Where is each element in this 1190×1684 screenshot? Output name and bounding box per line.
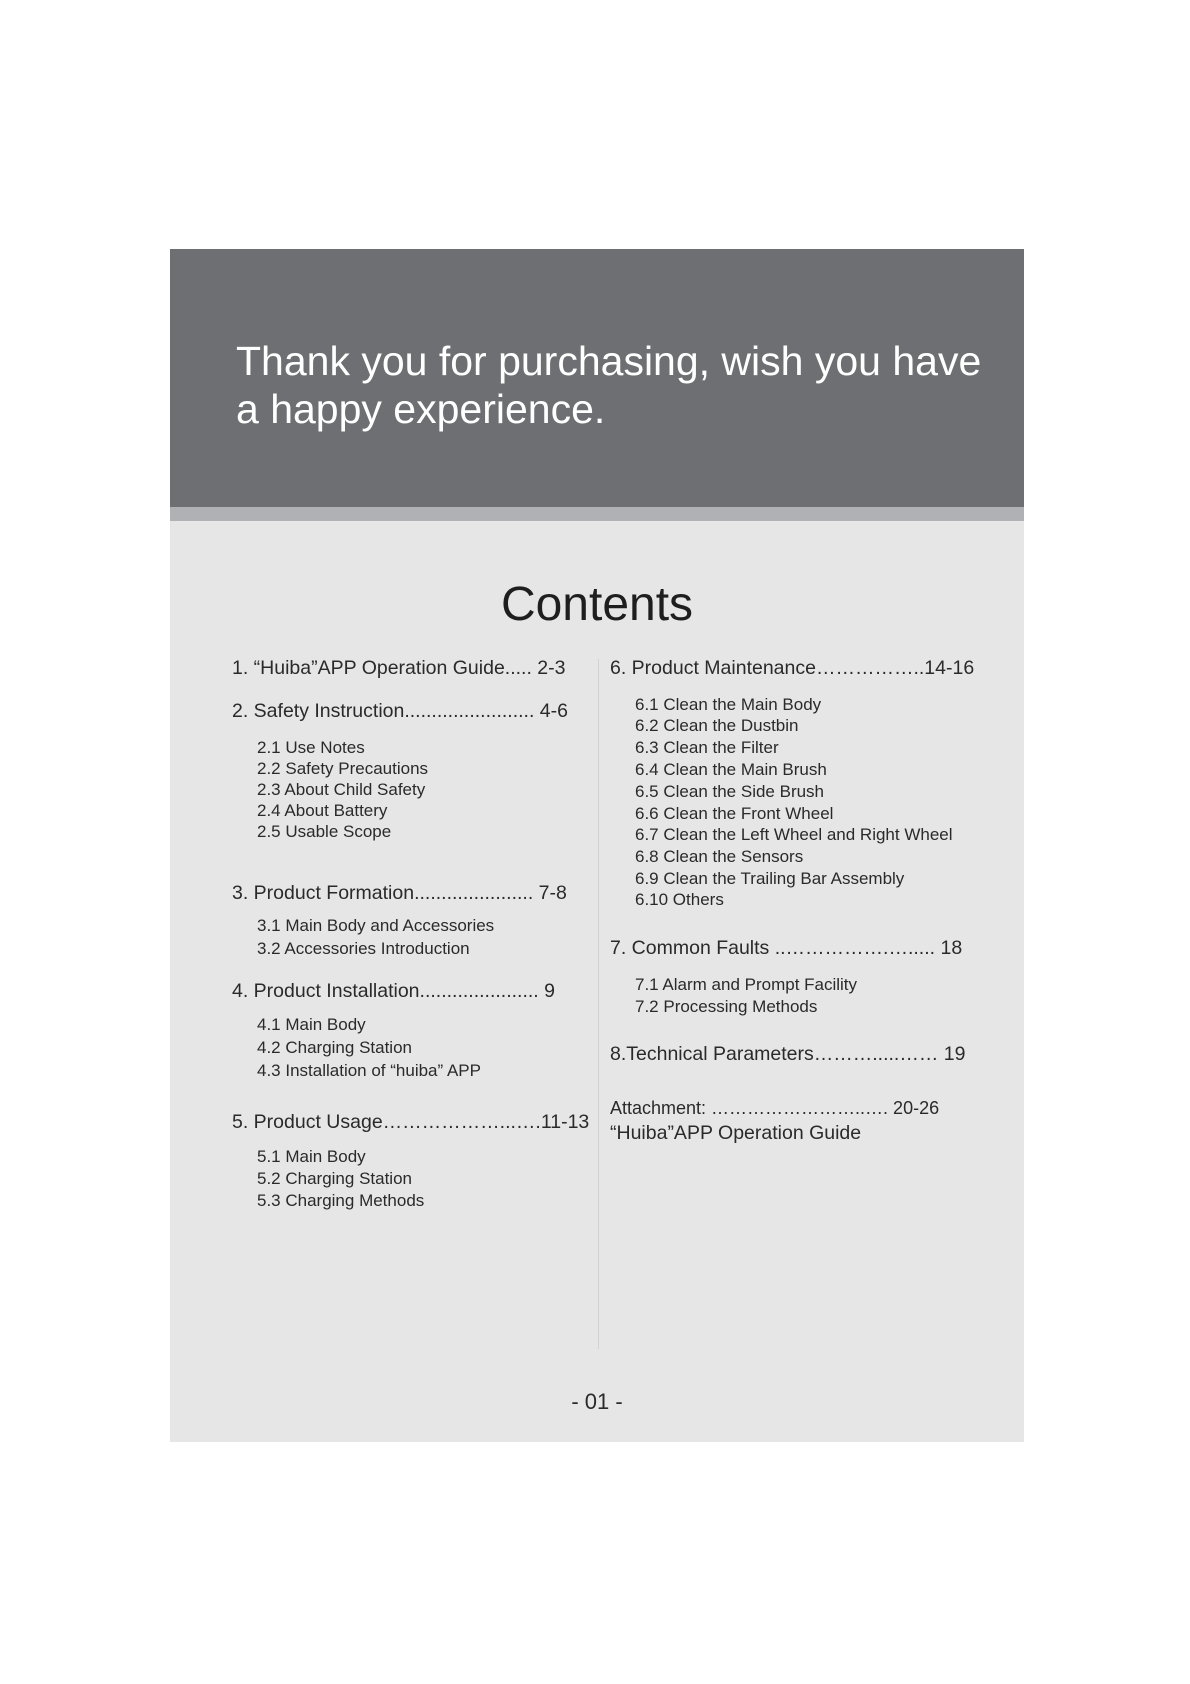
banner-strip [170, 507, 1024, 521]
toc-item-2-3[interactable]: 2.3 About Child Safety [257, 780, 426, 799]
toc-item-7-1[interactable]: 7.1 Alarm and Prompt Facility [635, 975, 858, 994]
toc-item-6-10[interactable]: 6.10 Others [635, 890, 724, 909]
toc-item-6-5[interactable]: 6.5 Clean the Side Brush [635, 782, 825, 801]
manual-page [170, 249, 1024, 1442]
toc-item-4-3[interactable]: 4.3 Installation of “huiba” APP [257, 1061, 481, 1080]
toc-section-5[interactable]: 5. Product Usage………………...….11-13 [232, 1111, 590, 1133]
toc-section-6[interactable]: 6. Product Maintenance……………..14-16 [610, 657, 975, 679]
toc-section-8[interactable]: 8.Technical Parameters……….....…… 19 [610, 1043, 966, 1065]
toc-item-2-4[interactable]: 2.4 About Battery [257, 801, 388, 820]
toc-item-2-5[interactable]: 2.5 Usable Scope [257, 822, 392, 841]
toc-item-6-6[interactable]: 6.6 Clean the Front Wheel [635, 804, 834, 823]
toc-item-3-1[interactable]: 3.1 Main Body and Accessories [257, 916, 495, 935]
page-number: - 01 - [571, 1389, 623, 1414]
header-banner [170, 249, 1024, 507]
toc-section-1[interactable]: 1. “Huiba”APP Operation Guide..... 2-3 [232, 657, 566, 679]
toc-item-6-3[interactable]: 6.3 Clean the Filter [635, 738, 779, 757]
toc-item-3-2[interactable]: 3.2 Accessories Introduction [257, 939, 470, 958]
toc-section-2[interactable]: 2. Safety Instruction........................ 4-6 [232, 700, 568, 722]
toc-item-2-2[interactable]: 2.2 Safety Precautions [257, 759, 429, 778]
toc-section-3[interactable]: 3. Product Formation...................... 7-8 [232, 882, 567, 904]
toc-item-4-1[interactable]: 4.1 Main Body [257, 1015, 366, 1034]
toc-item-5-3[interactable]: 5.3 Charging Methods [257, 1191, 425, 1210]
toc-item-2-1[interactable]: 2.1 Use Notes [257, 738, 365, 757]
toc-item-6-4[interactable]: 6.4 Clean the Main Brush [635, 760, 827, 779]
contents-title: Contents [500, 578, 694, 631]
toc-attachment[interactable]: Attachment: ……………………..…. 20-26 [610, 1098, 940, 1118]
toc-item-6-1[interactable]: 6.1 Clean the Main Body [635, 695, 822, 714]
toc-item-6-9[interactable]: 6.9 Clean the Trailing Bar Assembly [635, 869, 905, 888]
greeting-text: Thank you for purchasing, wish you have a happy experience. [236, 338, 982, 432]
toc-item-4-2[interactable]: 4.2 Charging Station [257, 1038, 412, 1057]
toc-item-6-7[interactable]: 6.7 Clean the Left Wheel and Right Wheel [635, 825, 953, 844]
toc-item-5-1[interactable]: 5.1 Main Body [257, 1147, 366, 1166]
toc-item-6-8[interactable]: 6.8 Clean the Sensors [635, 847, 804, 866]
toc-section-7[interactable]: 7. Common Faults ..…………….…..... 18 [610, 937, 963, 959]
toc-item-5-2[interactable]: 5.2 Charging Station [257, 1169, 412, 1188]
toc-item-6-2[interactable]: 6.2 Clean the Dustbin [635, 716, 799, 735]
column-divider [598, 659, 599, 1349]
toc-item-7-2[interactable]: 7.2 Processing Methods [635, 997, 818, 1016]
toc-attachment-sub[interactable]: “Huiba”APP Operation Guide [610, 1122, 862, 1144]
toc-section-4[interactable]: 4. Product Installation...................... 9 [232, 980, 555, 1002]
